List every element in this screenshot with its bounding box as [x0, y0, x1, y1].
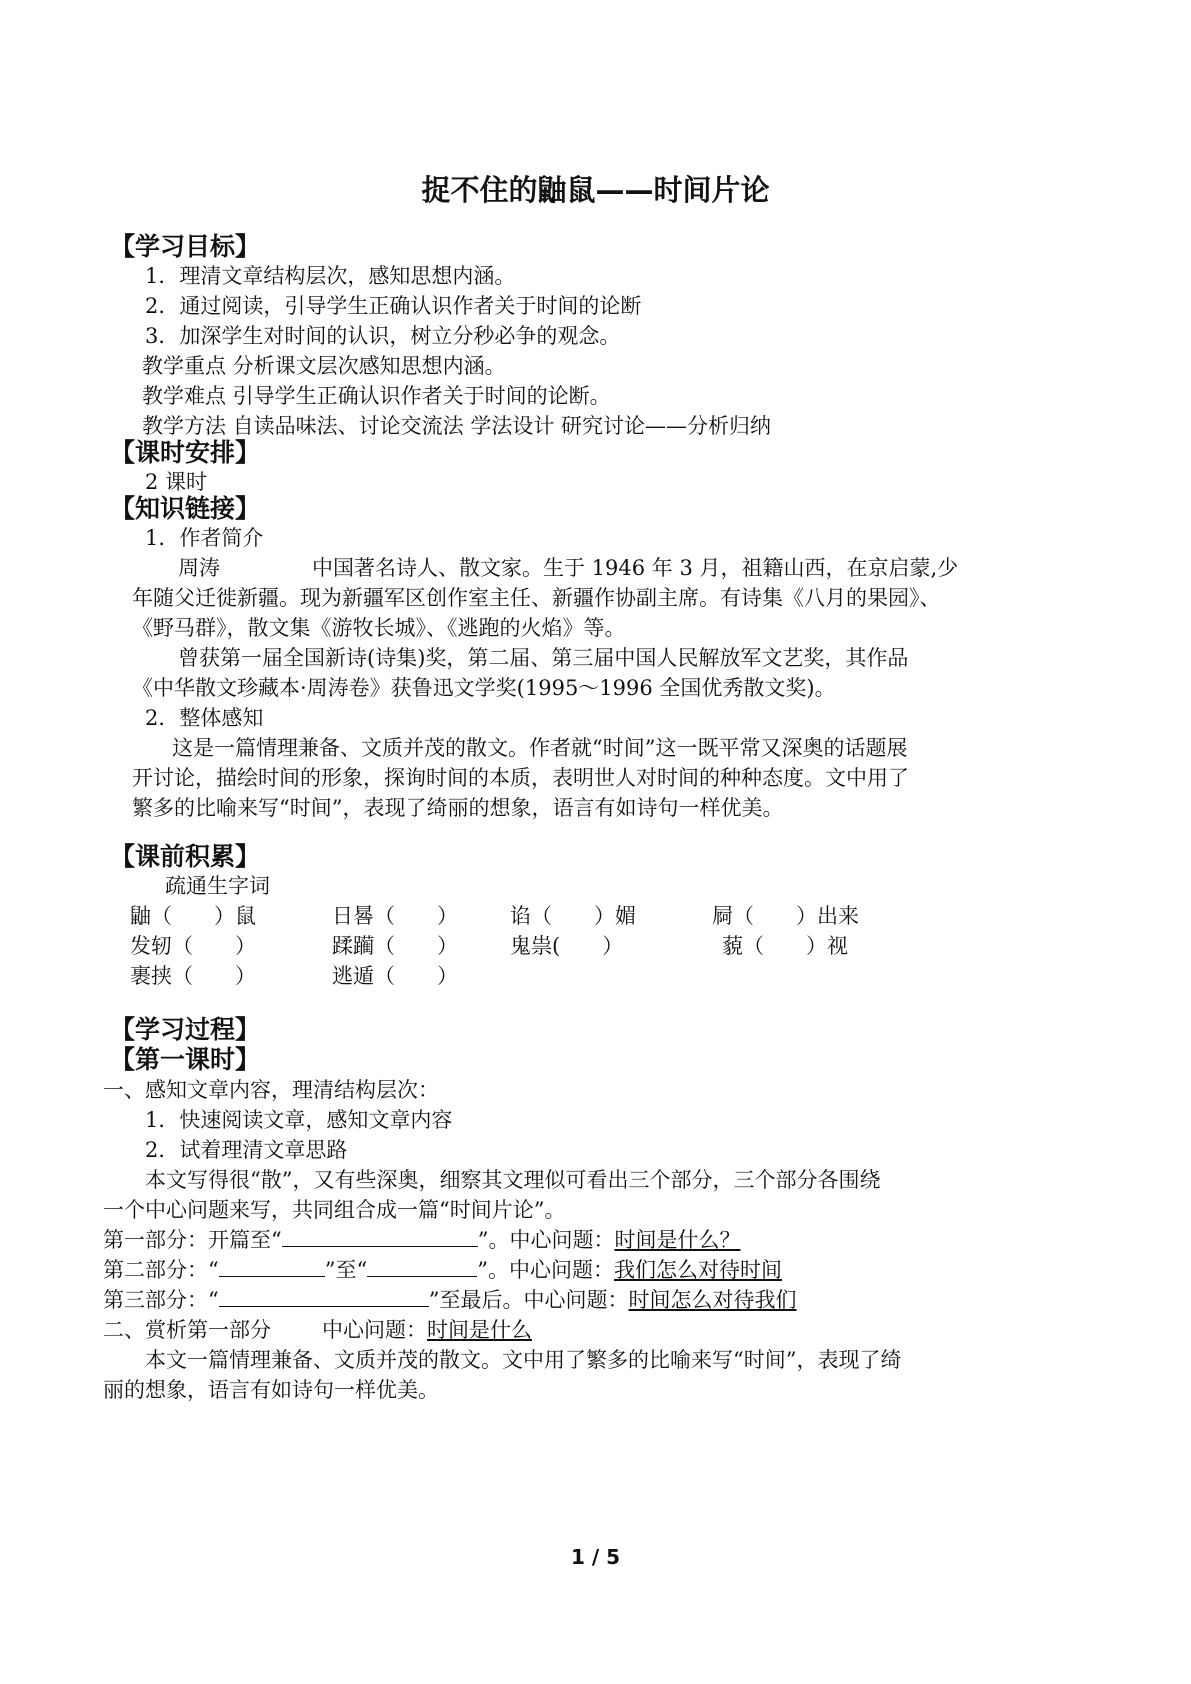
- part1-step-2: 2．试着理清文章思路: [145, 1138, 348, 1162]
- vocab-item: 发轫（ ）: [130, 934, 256, 958]
- structure-para-line-2: 一个中心问题来写，共同组合成一篇“时间片论”。: [103, 1198, 566, 1222]
- vocab-item: 鬼祟( ）: [510, 934, 624, 958]
- part1-title: 一、感知文章内容，理清结构层次：: [103, 1078, 439, 1102]
- goal-item-2: 2．通过阅读，引导学生正确认识作者关于时间的论断: [145, 294, 642, 318]
- author-intro-line-2: 年随父迁徙新疆。现为新疆军区创作室主任、新疆作协副主席。有诗集《八月的果园》、: [132, 586, 941, 610]
- heading-learning-process: 【学习过程】: [110, 1015, 261, 1044]
- part-2-mid2: ”。中心问题：: [477, 1258, 614, 1282]
- part2-question-answer: 时间是什么: [427, 1318, 532, 1342]
- part-2-prefix: 第二部分：“: [103, 1258, 219, 1282]
- vocab-item: 蹂躏（ ）: [332, 934, 458, 958]
- structure-part-2: [103, 1256, 782, 1284]
- part2-title: 二、赏析第一部分: [103, 1318, 271, 1342]
- vocab-item: 日晷（ ）: [332, 904, 458, 928]
- goal-item-3: 3．加深学生对时间的认识，树立分秒必争的观念。: [145, 324, 621, 348]
- fill-blank[interactable]: [282, 1226, 478, 1247]
- author-intro-line-3: 《野马群》，散文集《游牧长城》、《逃跑的火焰》等。: [132, 616, 626, 640]
- appreciation-line-2: 丽的想象，语言有如诗句一样优美。: [103, 1378, 439, 1402]
- part-2-mid: ”至“: [324, 1258, 368, 1282]
- part-1-prefix: 第一部分：开篇至“: [103, 1228, 282, 1252]
- heading-knowledge-link: 【知识链接】: [110, 494, 261, 523]
- knowledge-sub-author: 1．作者简介: [145, 526, 264, 550]
- heading-lesson-1: 【第一课时】: [110, 1045, 261, 1074]
- structure-part-1: [103, 1226, 741, 1254]
- vocab-item: 逃遁（ ）: [332, 964, 458, 988]
- vocab-item: 藐（ ）视: [722, 934, 848, 958]
- vocab-item: 裹挟（ ）: [130, 964, 256, 988]
- part-3-mid: ”至最后。中心问题：: [428, 1288, 629, 1312]
- author-award-line-2: 《中华散文珍藏本·周涛卷》获鲁迅文学奖(1995～1996 全国优秀散文奖)。: [132, 676, 836, 700]
- heading-schedule: 【课时安排】: [110, 438, 261, 467]
- heading-learning-goals: 【学习目标】: [110, 232, 261, 261]
- structure-part-3: [103, 1286, 797, 1314]
- overview-line-3: 繁多的比喻来写“时间”，表现了绮丽的想象，语言有如诗句一样优美。: [132, 796, 784, 820]
- schedule-text: 2 课时: [145, 470, 208, 494]
- part-3-answer: 时间怎么对待我们: [628, 1288, 797, 1312]
- heading-pre-class: 【课前积累】: [110, 842, 261, 871]
- fill-blank[interactable]: [367, 1256, 477, 1277]
- fill-blank[interactable]: [219, 1286, 429, 1307]
- appreciation-line-1: 本文一篇情理兼备、文质并茂的散文。文中用了繁多的比喻来写“时间”，表现了绮: [145, 1348, 902, 1372]
- part-2-answer: 我们怎么对待时间: [613, 1258, 782, 1282]
- vocab-item: 屙（ ）出来: [712, 904, 859, 928]
- document-title: 捉不住的鼬鼠——时间片论: [421, 173, 770, 207]
- knowledge-sub-overview: 2．整体感知: [145, 706, 264, 730]
- part-3-prefix: 第三部分：“: [103, 1288, 219, 1312]
- author-intro-line-1: 中国著名诗人、散文家。生于 1946 年 3 月，祖籍山西，在京启蒙,少: [312, 556, 959, 580]
- vocab-item: 谄（ ）媚: [510, 904, 636, 928]
- teaching-key-point: 教学重点 分析课文层次感知思想内涵。: [142, 354, 506, 378]
- teaching-method: 教学方法 自读品味法、讨论交流法 学法设计 研究讨论——分析归纳: [142, 414, 772, 438]
- vocab-intro: 疏通生字词: [165, 874, 270, 898]
- fill-blank[interactable]: [219, 1256, 325, 1277]
- goal-item-1: 1．理清文章结构层次，感知思想内涵。: [145, 264, 516, 288]
- overview-line-1: 这是一篇情理兼备、文质并茂的散文。作者就“时间”这一既平常又深奥的话题展: [172, 736, 908, 760]
- page-number: 1 / 5: [570, 1545, 621, 1569]
- author-name: 周涛: [178, 556, 220, 580]
- part-1-answer: 时间是什么？: [614, 1228, 741, 1252]
- part2-question: [322, 1316, 532, 1344]
- author-award-line-1: 曾获第一届全国新诗(诗集)奖，第二届、第三届中国人民解放军文艺奖，其作品: [178, 646, 909, 670]
- part1-step-1: 1．快速阅读文章，感知文章内容: [145, 1108, 453, 1132]
- part-1-mid: ”。中心问题：: [477, 1228, 615, 1252]
- overview-line-2: 开讨论，描绘时间的形象，探询时间的本质，表明世人对时间的种种态度。文中用了: [132, 766, 909, 790]
- teaching-difficulty: 教学难点 引导学生正确认识作者关于时间的论断。: [142, 384, 611, 408]
- part2-question-label: 中心问题：: [322, 1318, 427, 1342]
- structure-para-line-1: 本文写得很“散”，又有些深奥，细察其文理似可看出三个部分，三个部分各围绕: [145, 1168, 881, 1192]
- vocab-item: 鼬（ ）鼠: [130, 904, 256, 928]
